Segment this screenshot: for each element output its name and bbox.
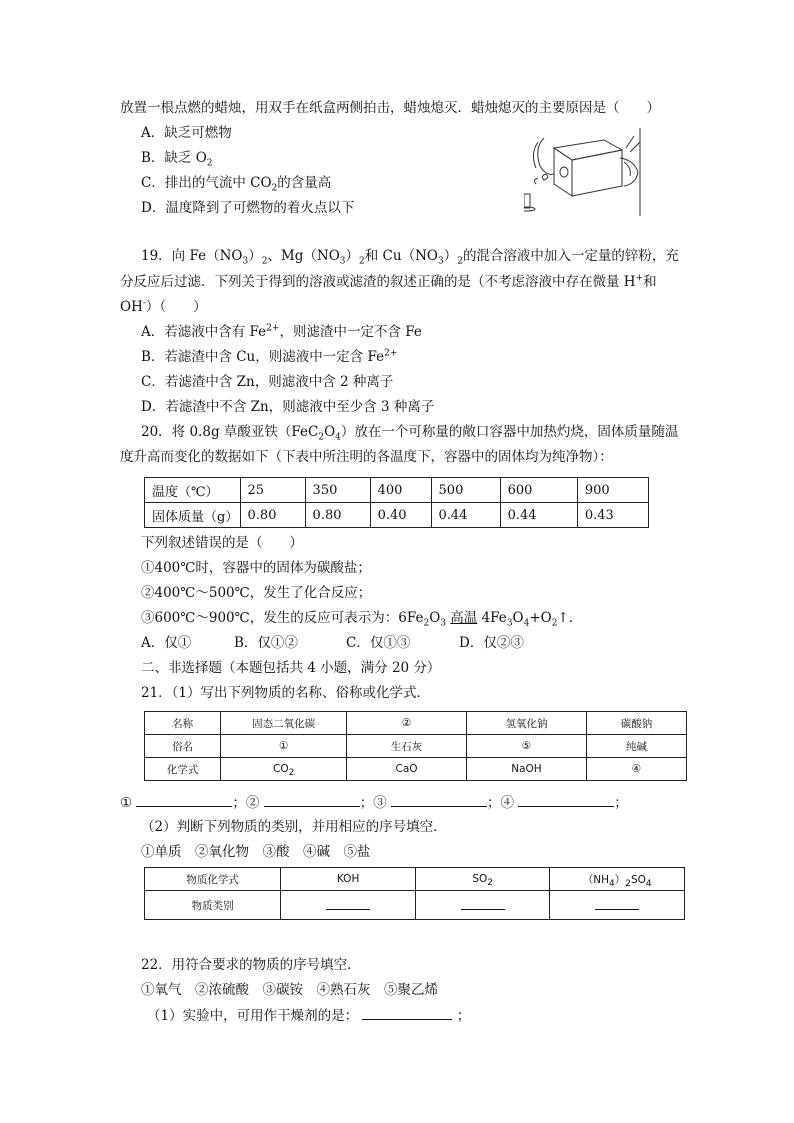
table-row <box>145 758 687 781</box>
table-row <box>145 503 649 528</box>
q18-option-a: A．缺乏可燃物 <box>141 125 232 141</box>
q19-option-a: A．若滤液中含有 $Fe^{2+}$，则滤渣中一定不含 Fe <box>141 323 422 340</box>
q21-part2-choices: ①单质 ②氧化物 ③酸 ④碱 ⑤盐 <box>141 844 371 860</box>
category-blank-so2[interactable] <box>461 897 505 910</box>
q20-option-b: B．仅①② <box>234 635 298 651</box>
table-cell: 俗名 <box>145 735 221 758</box>
q20-statement-3: ③600℃～900℃，发生的反应可表示为：$6Fe_2O_3$ 高温 $4Fe_3O_4+O_2↑$． <box>141 610 583 629</box>
q21-part2-stem: （2）判断下列物质的类别，并用相应的序号填空． <box>141 819 447 835</box>
table-cell: 固体质量（g） <box>145 503 241 528</box>
table-cell: 500 <box>431 478 500 503</box>
table-cell <box>550 891 685 920</box>
table-cell: 25 <box>240 478 305 503</box>
table-cell: 碳酸钠 <box>586 712 686 735</box>
table-row <box>145 735 687 758</box>
table-cell: 名称 <box>145 712 221 735</box>
q19-stem-line1: 19．向 $Fe(NO_3)_2$、$Mg(NO_3)_2$和 $Cu(NO_3)_2$的混合溶液中加入一定量的锌粉，充 <box>141 248 679 267</box>
table-cell: 0.80 <box>305 503 370 528</box>
category-blank-ammonium-sulfate[interactable] <box>595 897 639 910</box>
table-cell: 350 <box>305 478 370 503</box>
table-cell: 600 <box>500 478 577 503</box>
table-cell: 氢氧化钠 <box>466 712 586 735</box>
q21-table-2 <box>144 867 685 920</box>
q18-option-c: C．排出的气流中 $CO_2$的含量高 <box>141 175 332 194</box>
q20-data-table <box>144 477 649 528</box>
table-cell: CaO <box>347 758 467 781</box>
table-cell: $SO_2$ <box>415 868 550 891</box>
q20-stem-line1: 20．将 0.8g 草酸亚铁$(FeC_2O_4)$放在一个可称量的敞口容器中加热灼烧，固体质量随温 <box>141 424 679 443</box>
q20-statement-1: ①400℃时，容器中的固体为碳酸盐； <box>141 560 371 576</box>
answer-blank-2[interactable] <box>264 792 360 807</box>
q19-stem-line3: OH-）（ ） <box>120 298 207 315</box>
table-cell: 固态二氧化碳 <box>221 712 347 735</box>
answer-blank-4[interactable] <box>518 792 614 807</box>
q22-answer-blank-1[interactable] <box>362 1005 452 1020</box>
q20-option-c: C．仅①③ <box>346 635 411 651</box>
answer-blank-3[interactable] <box>391 792 487 807</box>
q21-stem: 21．（1）写出下列物质的名称、俗称或化学式． <box>141 685 431 701</box>
q20-option-a: A．仅① <box>141 635 192 651</box>
table-cell: KOH <box>281 868 416 891</box>
q18-stem: 放置一根点燃的蜡烛，用双手在纸盒两侧拍击，蜡烛熄灭．蜡烛熄灭的主要原因是（ ） <box>120 100 660 116</box>
table-row <box>145 891 685 920</box>
table-row <box>145 478 649 503</box>
table-cell: 0.43 <box>577 503 648 528</box>
table-cell: 400 <box>370 478 431 503</box>
table-cell: 0.44 <box>431 503 500 528</box>
table-cell: ① <box>221 735 347 758</box>
q18-option-b: B．缺乏 $O_2$ <box>141 150 213 169</box>
table-cell: 900 <box>577 478 648 503</box>
box-candle-illustration <box>524 118 644 222</box>
table-row <box>145 868 685 891</box>
q20-statement-2: ②400℃～500℃，发生了化合反应； <box>141 585 372 601</box>
table-cell: 物质类别 <box>145 891 281 920</box>
q18-option-d: D．温度降到了可燃物的着火点以下 <box>141 200 355 216</box>
table-cell <box>281 891 416 920</box>
q21-answer-blanks: ① ；② ；③ ；④ ； <box>120 792 628 813</box>
table-cell: NaOH <box>466 758 586 781</box>
q19-option-c: C．若滤渣中含 Zn，则滤液中含 2 种离子 <box>141 374 394 390</box>
table-cell: 0.40 <box>370 503 431 528</box>
table-cell: 温度（℃） <box>145 478 241 503</box>
section-2-heading: 二、非选择题（本题包括共 4 小题，满分 20 分） <box>141 660 441 676</box>
q20-options <box>141 633 524 653</box>
q20-option-d: D．仅②③ <box>459 635 524 651</box>
table-cell: 生石灰 <box>347 735 467 758</box>
table-cell: $(NH_4)_2SO_4$ <box>550 868 685 891</box>
table-cell: 0.80 <box>240 503 305 528</box>
q22-stem: 22．用符合要求的物质的序号填空． <box>141 957 361 973</box>
table-cell: ⑤ <box>466 735 586 758</box>
table-cell: ④ <box>586 758 686 781</box>
reaction-condition: 高温 <box>450 610 478 626</box>
q22-part1: （1）实验中，可用作干燥剂的是： ； <box>147 1005 470 1026</box>
table-row <box>145 712 687 735</box>
q20-stem-line2: 度升高而变化的数据如下（下表中所注明的各温度下，容器中的固体均为纯净物）： <box>120 449 613 465</box>
category-blank-koh[interactable] <box>326 897 370 910</box>
q22-choices: ①氧气 ②浓硫酸 ③碳铵 ④熟石灰 ⑤聚乙烯 <box>141 982 438 998</box>
table-cell: 物质化学式 <box>145 868 281 891</box>
table-cell: 化学式 <box>145 758 221 781</box>
q19-stem-line2: 分反应后过滤．下列关于得到的溶液或滤渣的叙述正确的是（不考虑溶液中存在微量 H+和 <box>120 273 657 290</box>
q19-option-d: D．若滤渣中不含 Zn，则滤液中至少含 3 种离子 <box>141 399 435 415</box>
table-cell: ② <box>347 712 467 735</box>
table-cell: 纯碱 <box>586 735 686 758</box>
q20-prompt: 下列叙述错误的是（ ） <box>141 535 303 551</box>
q21-table-1 <box>144 711 687 781</box>
table-cell <box>415 891 550 920</box>
table-cell: $CO_2$ <box>221 758 347 781</box>
q19-option-b: B．若滤渣中含 Cu，则滤液中一定含 $Fe^{2+}$ <box>141 348 398 365</box>
answer-blank-1[interactable] <box>136 792 232 807</box>
table-cell: 0.44 <box>500 503 577 528</box>
